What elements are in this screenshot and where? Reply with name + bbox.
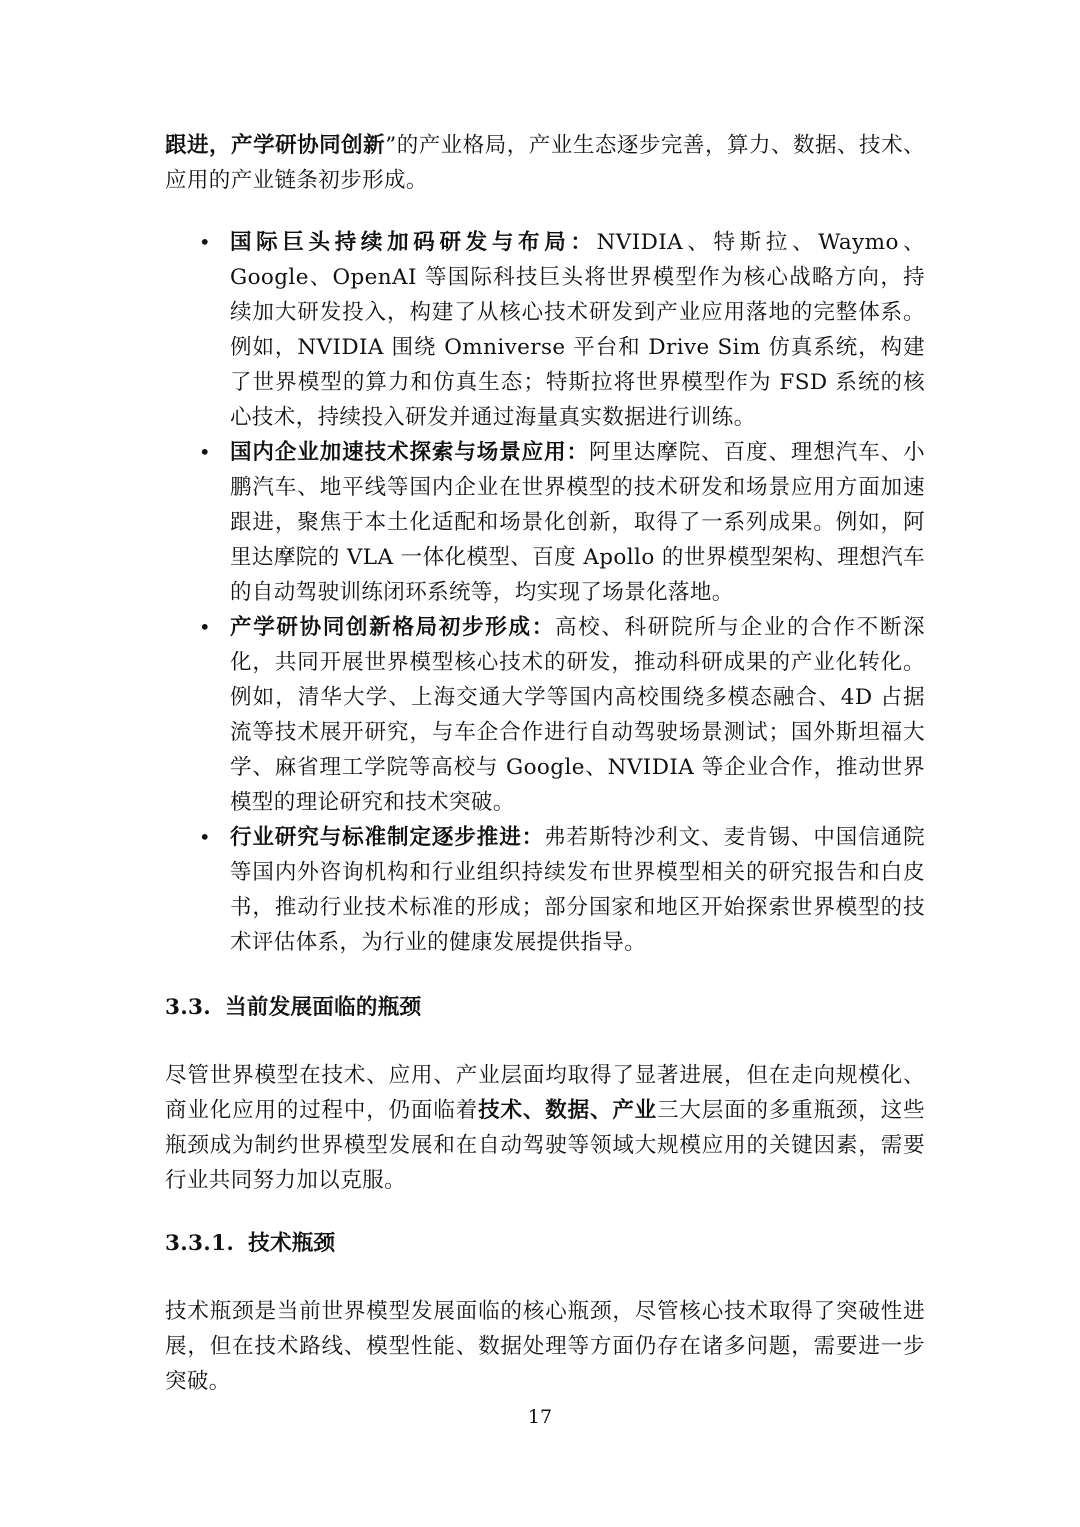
bullet-title: 产学研协同创新格局初步形成： <box>230 615 555 640</box>
intro-paragraph <box>165 128 925 198</box>
bullet-title: 行业研究与标准制定逐步推进： <box>230 825 545 850</box>
section-title: 当前发展面临的瓶颈 <box>225 995 422 1020</box>
section-number: 3.3. <box>165 995 212 1020</box>
bullet-dot-icon: • <box>198 440 212 464</box>
bullet-item-domestic <box>165 435 925 610</box>
section-heading-3-3-1 <box>165 1226 335 1261</box>
section-number: 3.3.1. <box>165 1231 235 1256</box>
bullet-dot-icon: • <box>198 230 212 254</box>
paragraph-text-end: 三大层面的多重瓶颈，这些瓶颈成为制约世界模型发展和在自动驾驶等领域大规模应用的关键因素，需要行业共同努力加以克服。 <box>165 1098 925 1193</box>
bullet-item-collaboration <box>165 610 925 820</box>
bullet-title: 国内企业加速技术探索与场景应用： <box>230 440 589 465</box>
bullet-title: 国际巨头持续加码研发与布局： <box>230 230 597 255</box>
bullet-item-international <box>165 225 925 435</box>
bullet-dot-icon: • <box>198 615 212 639</box>
page-number: 17 <box>527 1406 553 1428</box>
intro-bold-text: 跟进，产学研协同创新 <box>165 133 386 158</box>
development-bullet-list <box>165 225 925 960</box>
bullet-text: 弗若斯特沙利文、麦肯锡、中国信通院等国内外咨询机构和行业组织持续发布世界模型相关的研究报告和白皮书，推动行业技术标准的形成；部分国家和地区开始探索世界模型的技术评估体系，为行业的健康发展提供指导。 <box>230 825 925 955</box>
intro-text: ”的产业格局，产业生态逐步完善，算力、数据、技术、应用的产业链条初步形成。 <box>165 133 925 193</box>
bullet-text: 阿里达摩院、百度、理想汽车、小鹏汽车、地平线等国内企业在世界模型的技术研发和场景应用方面加速跟进，聚焦于本土化适配和场景化创新，取得了一系列成果。例如，阿里达摩院的 VLA 一体化模型、百度 Apollo 的世界模型架构、理想汽车的自动驾驶训练闭环系统等，均实现了场景化落地。 <box>230 440 925 605</box>
bottleneck-overview-paragraph <box>165 1058 925 1198</box>
bullet-text: NVIDIA、特斯拉、Waymo、Google、OpenAI 等国际科技巨头将世界模型作为核心战略方向，持续加大研发投入，构建了从核心技术研发到产业应用落地的完整体系。例如，NVIDIA 围绕 Omniverse 平台和 Drive Sim 仿真系统，构建了世界模型的算力和仿真生态；特斯拉将世界模型作为 FSD 系统的核心技术，持续投入研发并通过海量真实数据进行训练。 <box>230 230 925 430</box>
bullet-dot-icon: • <box>198 825 212 849</box>
paragraph-text-start: 尽管世界模型在技术、应用、产业层面均取得了显著进展，但在走向规模化、商业化应用的过程中，仍面临着 <box>165 1063 925 1123</box>
section-title: 技术瓶颈 <box>248 1231 336 1256</box>
bold-key-terms: 技术、数据、产业 <box>478 1098 658 1123</box>
bullet-item-standards <box>165 820 925 960</box>
technical-bottleneck-paragraph: 技术瓶颈是当前世界模型发展面临的核心瓶颈，尽管核心技术取得了突破性进展，但在技术路线、模型性能、数据处理等方面仍存在诸多问题，需要进一步突破。 <box>165 1299 925 1394</box>
section-heading-3-3 <box>165 990 421 1025</box>
bullet-text: 高校、科研院所与企业的合作不断深化，共同开展世界模型核心技术的研发，推动科研成果的产业化转化。例如，清华大学、上海交通大学等国内高校围绕多模态融合、4D 占据流等技术展开研究，与车企合作进行自动驾驶场景测试；国外斯坦福大学、麻省理工学院等高校与 Google、NVIDIA 等企业合作，推动世界模型的理论研究和技术突破。 <box>230 615 926 815</box>
